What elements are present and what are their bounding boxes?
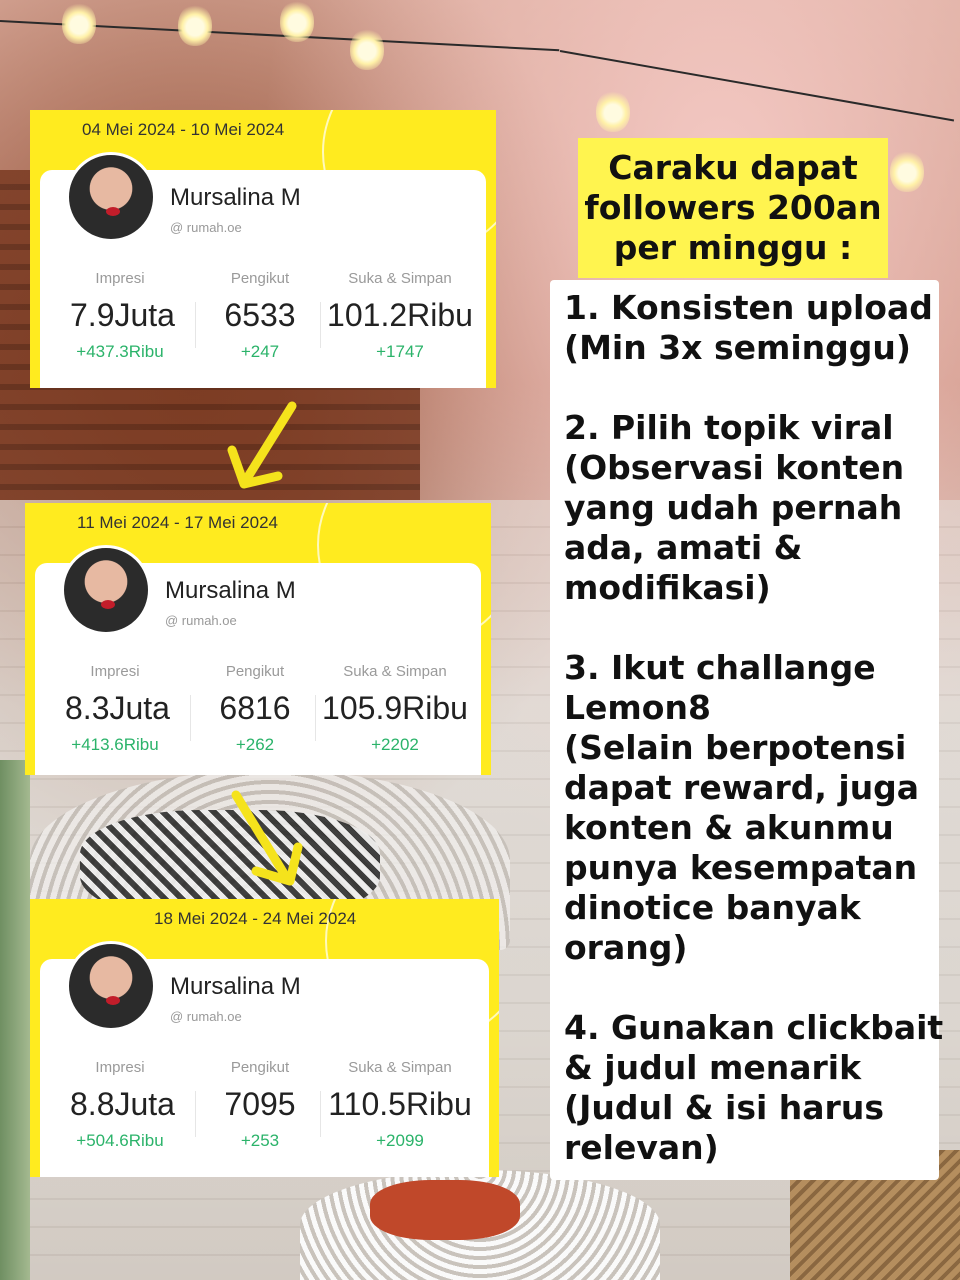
tip-line: (Judul & isi harus — [564, 1088, 884, 1127]
background-bowl — [370, 1180, 520, 1240]
tip-line: (Min 3x seminggu) — [564, 328, 911, 367]
stat-delta: +262 — [235, 735, 275, 754]
stat-delta: +2099 — [376, 1131, 424, 1150]
stat-suka-simpan — [320, 663, 470, 755]
profile-handle: @ rumah.oe — [165, 613, 237, 628]
stat-delta: +1747 — [376, 342, 424, 361]
profile-handle: @ rumah.oe — [170, 1009, 242, 1024]
stat-pengikut — [210, 1059, 310, 1151]
tip-item — [564, 1008, 944, 1168]
stat-delta: +504.6Ribu — [76, 1131, 164, 1150]
tip-line: ada, amati & — [564, 528, 803, 567]
tips-panel — [550, 280, 944, 1180]
light-bulb — [178, 4, 212, 46]
stat-suka-simpan — [325, 1059, 475, 1151]
tip-line: yang udah pernah — [564, 488, 903, 527]
stat-label: Pengikut — [225, 663, 285, 680]
stat-label: Pengikut — [230, 1059, 290, 1076]
headline-line: Caraku dapat — [608, 148, 858, 187]
stat-delta: +413.6Ribu — [71, 735, 159, 754]
stat-label: Impresi — [95, 270, 145, 287]
tip-line: & judul menarik — [564, 1048, 862, 1087]
profile-handle: @ rumah.oe — [170, 220, 242, 235]
stat-impresi — [70, 1059, 175, 1151]
card-date-range: 11 Mei 2024 - 17 Mei 2024 — [77, 513, 278, 532]
stat-label: Suka & Simpan — [343, 663, 447, 680]
light-bulb — [350, 28, 384, 70]
light-bulb — [596, 90, 630, 132]
stat-label: Impresi — [90, 663, 140, 680]
profile-name: Mursalina M — [165, 577, 296, 604]
tip-line: relevan) — [564, 1128, 719, 1167]
profile-name: Mursalina M — [170, 973, 301, 1000]
stat-value: 8.8Juta — [70, 1086, 175, 1122]
stat-divider — [190, 695, 191, 741]
card-date-range: 18 Mei 2024 - 24 Mei 2024 — [154, 909, 357, 928]
profile-avatar — [66, 152, 156, 242]
card-body — [40, 170, 486, 388]
stat-divider — [320, 1091, 321, 1137]
stat-divider — [315, 695, 316, 741]
tip-line: punya kesempatan — [564, 848, 918, 887]
stats-card-week-2 — [25, 503, 491, 775]
stat-label: Suka & Simpan — [348, 270, 452, 287]
stat-value: 7095 — [224, 1086, 296, 1122]
tip-line: (Selain berpotensi — [564, 728, 907, 767]
background-cactus — [0, 760, 30, 1280]
stat-impresi — [70, 270, 175, 362]
stat-divider — [195, 1091, 196, 1137]
headline-box — [578, 138, 888, 278]
stat-value: 105.9Ribu — [322, 690, 468, 726]
stat-value: 101.2Ribu — [327, 297, 473, 333]
headline-line: per minggu : — [613, 228, 853, 267]
stat-impresi — [65, 663, 170, 755]
stat-value: 6816 — [219, 690, 291, 726]
stat-value: 6533 — [224, 297, 296, 333]
tip-line: 4. Gunakan clickbait — [564, 1008, 944, 1047]
stat-delta: +2202 — [371, 735, 419, 754]
card-date-range: 04 Mei 2024 - 10 Mei 2024 — [82, 120, 285, 139]
stat-divider — [195, 302, 196, 348]
profile-avatar — [66, 941, 156, 1031]
tip-line: 3. Ikut challange — [564, 648, 876, 687]
stat-delta: +253 — [240, 1131, 280, 1150]
light-bulb — [280, 0, 314, 42]
tip-line: (Observasi konten — [564, 448, 905, 487]
stat-label: Pengikut — [230, 270, 290, 287]
card-body — [40, 959, 489, 1177]
stat-pengikut — [205, 663, 305, 755]
stat-suka-simpan — [325, 270, 475, 362]
stats-card-week-3 — [30, 899, 499, 1177]
headline-line: followers 200an — [584, 188, 882, 227]
profile-avatar — [61, 545, 151, 635]
arrow-down-icon — [222, 398, 302, 498]
stats-card-week-1 — [30, 110, 496, 388]
stat-label: Impresi — [95, 1059, 145, 1076]
stat-value: 110.5Ribu — [328, 1086, 472, 1122]
tip-line: orang) — [564, 928, 688, 967]
tip-line: 2. Pilih topik viral — [564, 408, 894, 447]
stat-delta: +437.3Ribu — [76, 342, 164, 361]
tip-item — [564, 648, 939, 968]
tip-line: 1. Konsisten upload — [564, 288, 933, 327]
light-bulb — [890, 150, 924, 192]
tip-line: dapat reward, juga — [564, 768, 920, 807]
tip-item — [564, 408, 939, 608]
stat-delta: +247 — [240, 342, 280, 361]
tip-item — [564, 288, 939, 368]
stat-pengikut — [210, 270, 310, 362]
arrow-down-icon — [222, 785, 312, 895]
tip-line: dinotice banyak — [564, 888, 861, 927]
tip-line: Lemon8 — [564, 688, 711, 727]
stat-label: Suka & Simpan — [348, 1059, 452, 1076]
tip-line: modifikasi) — [564, 568, 771, 607]
stat-divider — [320, 302, 321, 348]
card-body — [35, 563, 481, 775]
profile-name: Mursalina M — [170, 184, 301, 211]
tip-line: konten & akunmu — [564, 808, 894, 847]
light-bulb — [62, 2, 96, 44]
stat-value: 8.3Juta — [65, 690, 170, 726]
stat-value: 7.9Juta — [70, 297, 175, 333]
